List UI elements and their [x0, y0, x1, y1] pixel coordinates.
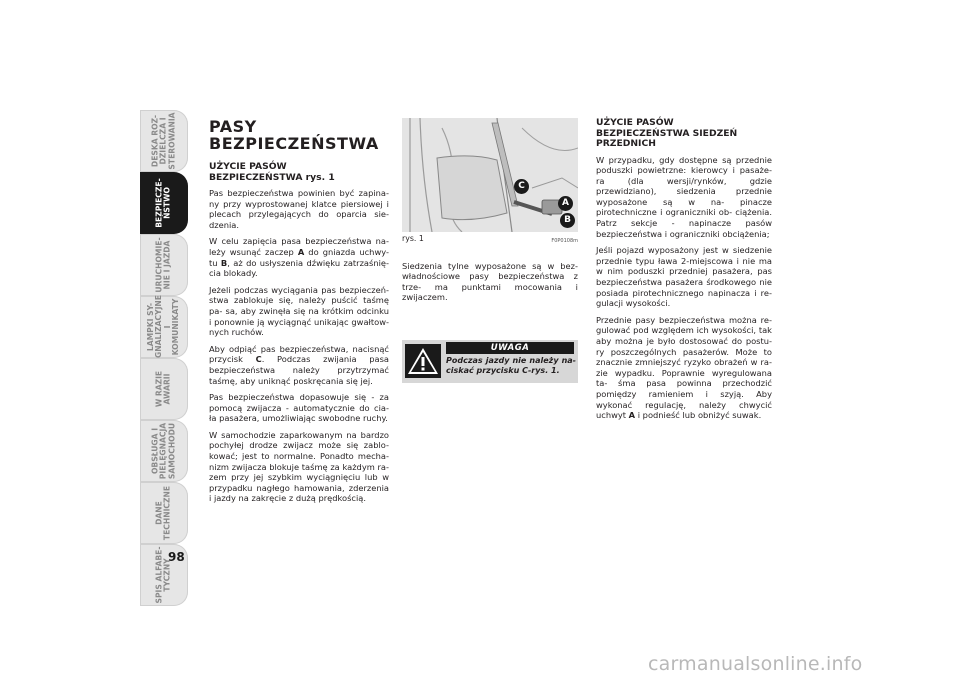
- column-2: [402, 118, 578, 383]
- warning-header: UWAGA: [446, 342, 574, 354]
- tab-deska-rozdzielcza[interactable]: [140, 110, 188, 172]
- figure-caption: rys. 1: [402, 234, 424, 243]
- subtitle-line-2: BEZPIECZEŃSTWA rys. 1: [209, 171, 335, 183]
- subtitle-line-1: UŻYCIE PASÓW: [596, 117, 674, 128]
- section-heading: [596, 118, 772, 150]
- text: do gniazda uchwy- tu: [209, 246, 389, 268]
- text: W celu zapięcia pasa bezpieczeństwa na- leży wsunąć zaczep: [209, 236, 389, 257]
- paragraph: [209, 236, 389, 278]
- text: Aby odpiąć pas bezpieczeństwa, nacisnąć przycisk: [209, 343, 389, 365]
- paragraph: [209, 344, 389, 386]
- tab-uruchomienie[interactable]: [140, 234, 188, 296]
- figure-code: F0P0108m: [551, 238, 578, 244]
- ref-a: A: [297, 246, 305, 257]
- paragraph: Jeżeli podczas wyciągania pas bezpieczeń- stwa zablokuje się, należy puścić taśmę pa- sa, aby zwinęła się na krótkim odcinku i ponownie ją wyciągnąć unikając gwałtow- nych ruchów.: [209, 284, 389, 338]
- subtitle-line-2: BEZPIECZEŃSTWA SIEDZEŃ: [596, 127, 738, 139]
- tab-label: OBSŁUGA I PIELĘGNACJA SAMOCHODU: [150, 422, 177, 480]
- column-1: [209, 118, 389, 510]
- tab-label: BEZPIECZE- ŃSTWO: [154, 178, 172, 228]
- tab-label: DANE TECHNICZNE: [154, 485, 172, 541]
- tab-label: LAMPKI SY- GNALIZACYJNE I KOMUNIKATY: [146, 295, 181, 358]
- ref-a: A: [628, 410, 636, 421]
- column-3: [596, 118, 772, 427]
- tab-bezpieczenstwo[interactable]: [140, 172, 188, 234]
- ref-b: B: [220, 257, 228, 268]
- paragraph: [596, 315, 772, 421]
- ref-c: C: [255, 354, 262, 365]
- warning-text: Podczas jazdy nie należy na- ciskać przycisku C-rys. 1.: [446, 355, 576, 375]
- paragraph: W samochodzie zaparkowanym na bardzo pochyłej drodze zwijacz może się zablo- kować; jest to normalne. Ponadto mecha- nizm zwijacza blokuje taśmę za każdym ra- zem przy jej szybkim wyciągnięciu lub w przypadku nagłego hamowania, zderzenia i jazdy na zakręcie z dużą prędkością.: [209, 429, 389, 504]
- section-heading: [209, 162, 389, 183]
- tab-dane-techniczne[interactable]: [140, 482, 188, 544]
- tab-obsluga[interactable]: [140, 420, 188, 482]
- title-line-2: BEZPIECZEŃSTWA: [209, 134, 379, 153]
- subtitle-line-1: UŻYCIE PASÓW: [209, 161, 287, 172]
- tab-label: DESKA ROZ- DZIELCZA I STEROWANIA: [150, 112, 177, 170]
- figure-caption-row: [402, 234, 578, 247]
- paragraph: Jeśli pojazd wyposażony jest w siedzenie przednie typu ława 2-miejscowa i nie ma w nim poduszki przedniej pasażera, pas bezpieczeństwa pasażera środkowego nie posiada pirotechnicznego napinacza i re- gulacji wysokości.: [596, 245, 772, 309]
- tab-w-razie-awarii[interactable]: [140, 358, 188, 420]
- tab-label: SPIS ALFABE- TYCZNY: [154, 546, 172, 604]
- callout-a: A: [558, 196, 573, 211]
- paragraph: Pas bezpieczeństwa dopasowuje się - za pomocą zwijacza - automatycznie do cia- ła pasażera, umożliwiając swobodne ruchy.: [209, 392, 389, 424]
- tab-label: W RAZIE AWARII: [154, 370, 172, 408]
- seatbelt-illustration: [402, 118, 578, 232]
- text: Przednie pasy bezpieczeństwa można re- gulować pod względem ich wysokości, tak aby można je było dostosować do postu- ry poszczególnych pasażerów. Może to znacznie zmniejszyć ryzyko obrażeń w ra- zie wypadku. Poprawnie wyregulowana ta- śma pasa powinna przechodzić pomiędzy ramieniem i szyją. Aby wykonać regulację, należy chwycić uchwyt: [596, 314, 772, 421]
- warning-triangle-icon: [405, 344, 441, 378]
- watermark: carmanualsonline.info: [648, 653, 863, 675]
- text: i podnieść lub obniżyć suwak.: [635, 410, 762, 421]
- paragraph: W przypadku, gdy dostępne są przednie poduszki powietrzne: kierowcy i pasaże- ra (dla wersji/rynków, gdzie przewidziano), siedzenia przednie wyposażone są w na- pinacze pirotechniczne i ograniczniki ob- ciążenia. Patrz sekcje - napinacze pasów bezpieczeństwa i ograniczniki obciążenia;: [596, 154, 772, 239]
- paragraph: Pas bezpieczeństwa powinien być zapina- ny przy wyprostowanej klatce piersiowej i plecach przylegających do oparcia sie- dzenia.: [209, 188, 389, 230]
- seatbelt-figure: [402, 118, 578, 232]
- page-number: 98: [168, 550, 185, 564]
- page-title: [209, 118, 389, 152]
- title-line-1: PASY: [209, 117, 257, 136]
- warning-box: [402, 340, 578, 383]
- subtitle-line-3: PRZEDNICH: [596, 138, 656, 149]
- callout-b: B: [560, 213, 575, 228]
- tab-lampki[interactable]: [140, 296, 188, 358]
- tab-label: URUCHOMIE- NIE I JAZDA: [154, 237, 172, 293]
- text: , aż do usłyszenia dźwięku zatrzaśnię- cia blokady.: [209, 257, 389, 279]
- paragraph: Siedzenia tylne wyposażone są w bez- władnościowe pasy bezpieczeństwa z trze- ma punktami mocowania i zwijaczem.: [402, 260, 578, 303]
- text: . Podczas zwijania pasa bezpieczeństwa należy przytrzymać taśmę, aby uniknąć poskręcania się jej.: [209, 354, 390, 386]
- callout-c: C: [514, 179, 529, 194]
